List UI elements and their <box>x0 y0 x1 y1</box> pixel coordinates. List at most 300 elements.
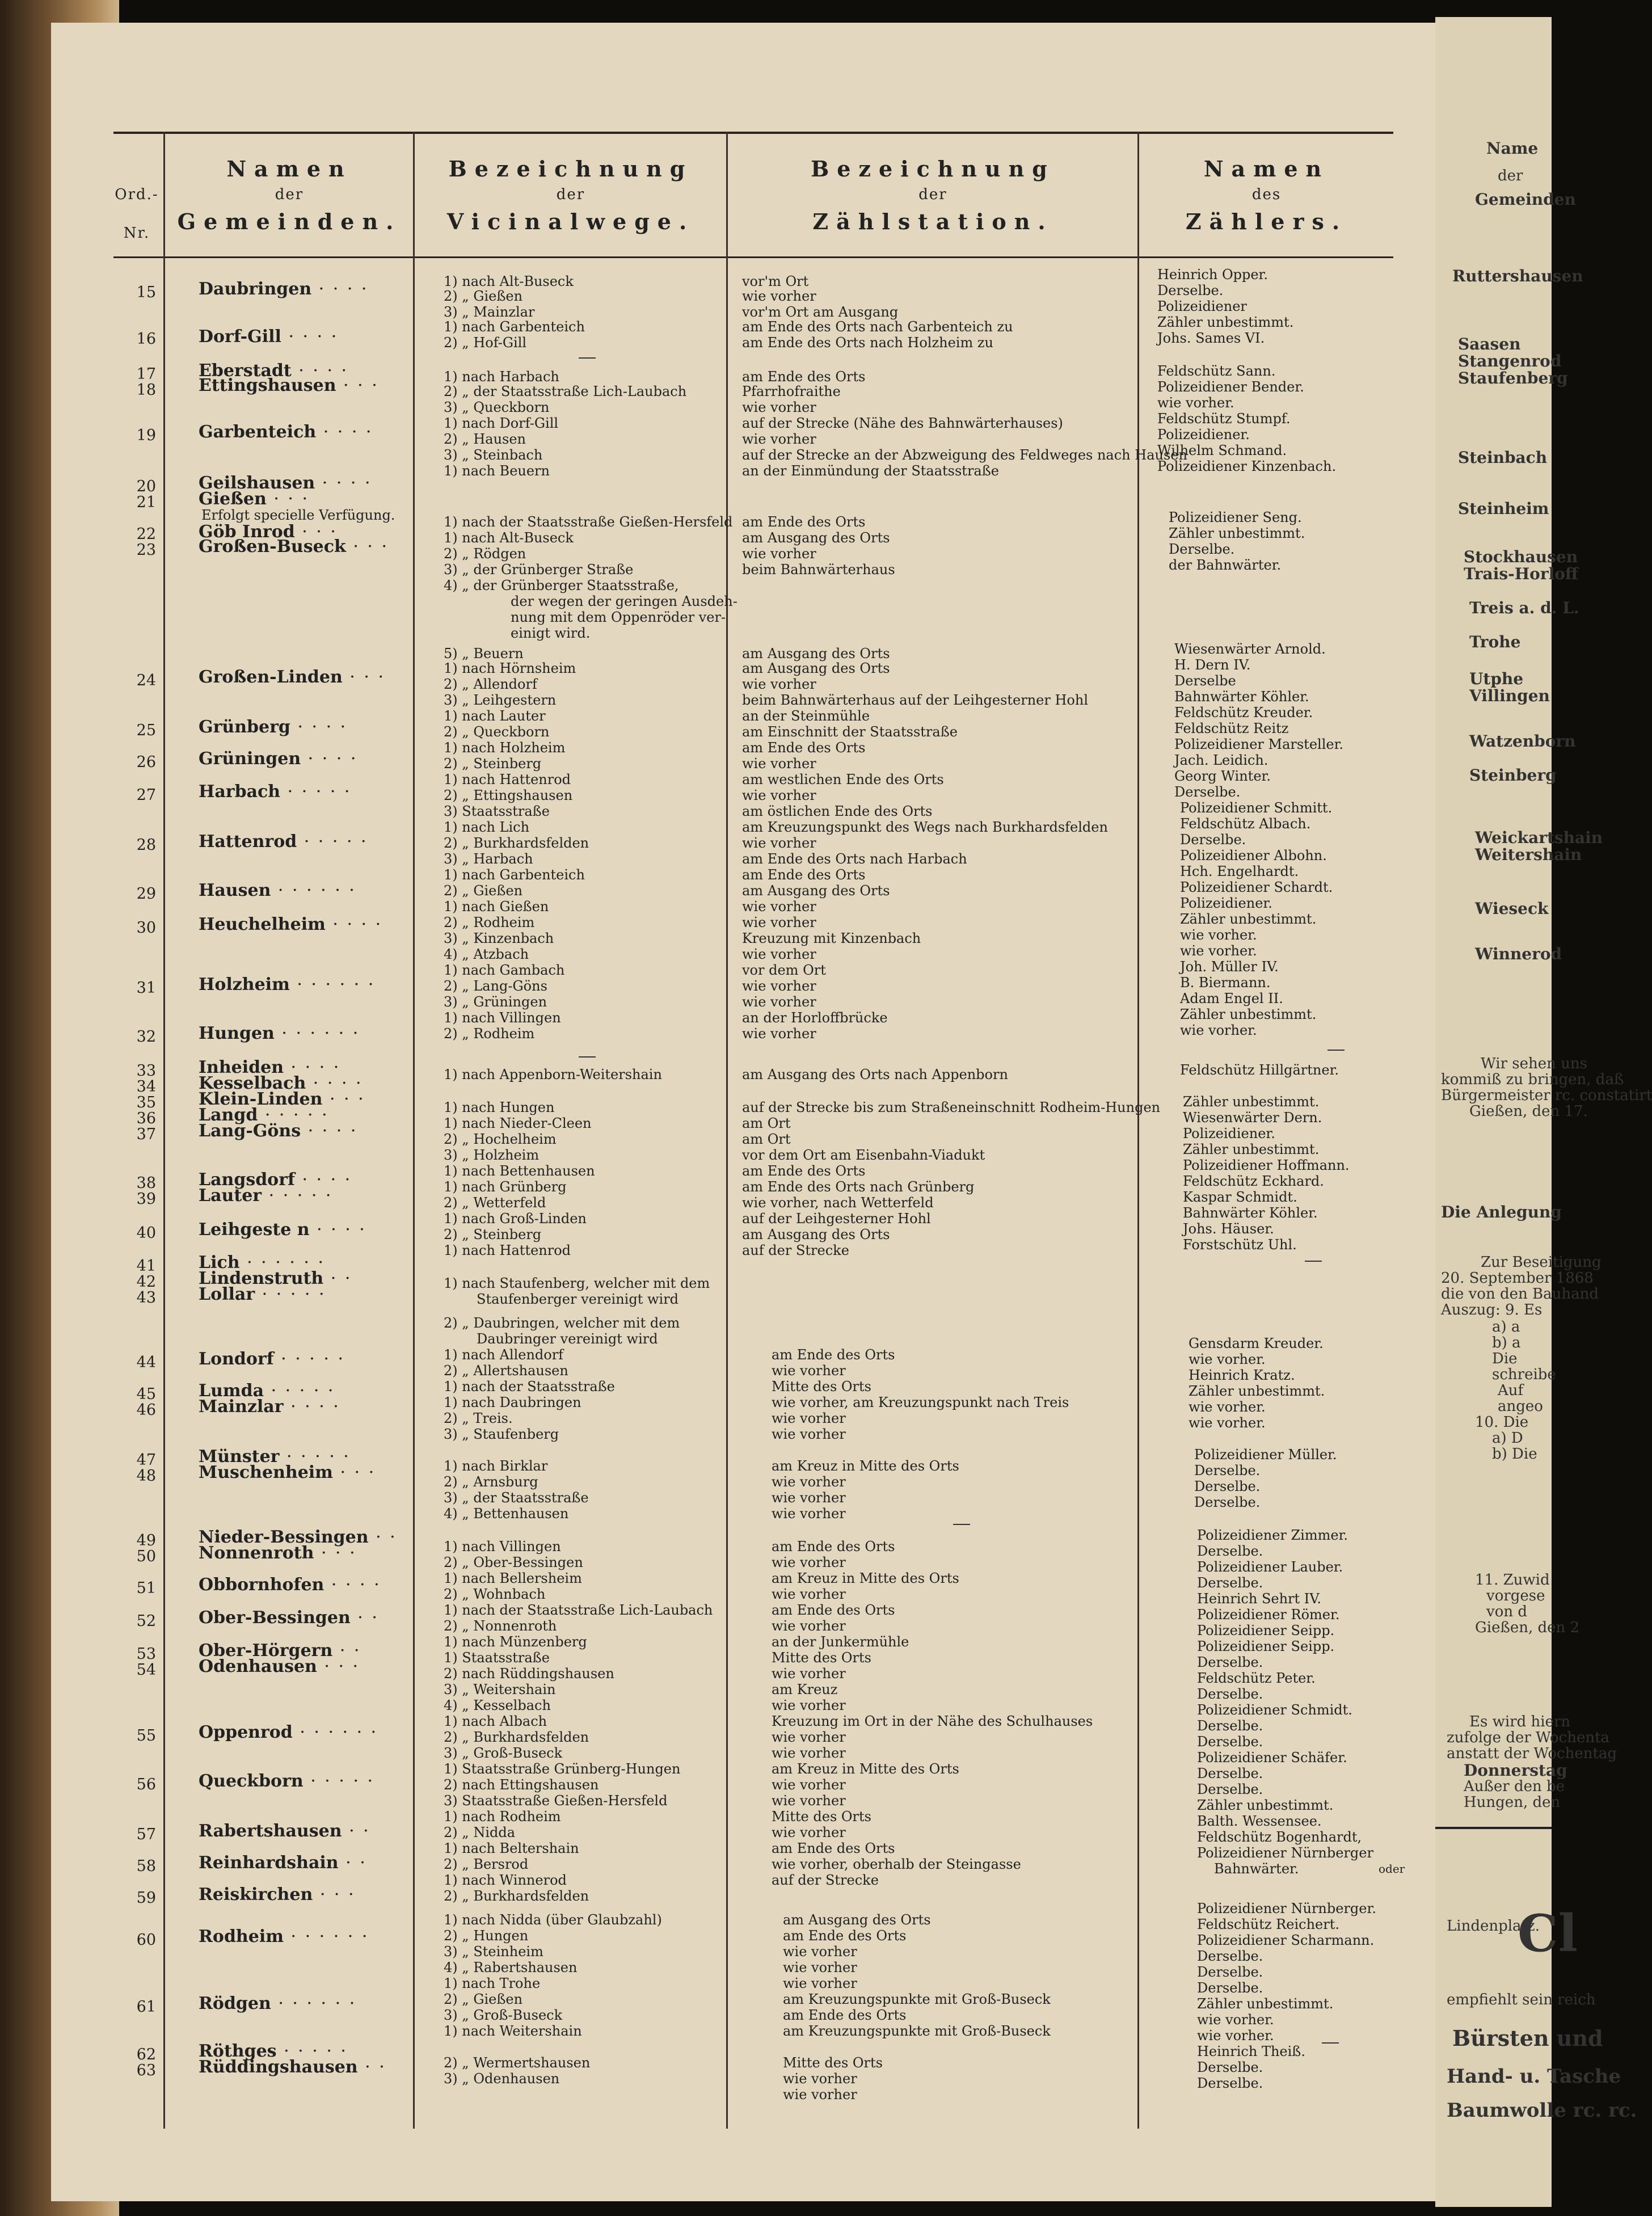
row-number: 25 <box>136 722 156 739</box>
right-rule <box>1435 1827 1552 1829</box>
zaehler-entry: Zähler unbestimmt. <box>1157 314 1294 330</box>
station-entry: wie vorher, am Kreuzungspunkt nach Treis <box>772 1395 1069 1410</box>
weg-entry: 3) „ Holzheim <box>444 1147 540 1163</box>
right-text: Hungen, den <box>1464 1794 1561 1811</box>
weg-entry: 1) nach Beltershain <box>444 1840 579 1856</box>
right-gemeinde: Treis a. d. L. <box>1469 599 1579 617</box>
zaehler-entry: Derselbe. <box>1169 541 1235 557</box>
row-number: 57 <box>136 1826 156 1843</box>
weg-entry: 1) nach Grünberg <box>444 1179 567 1195</box>
station-entry: am Ende des Orts nach Harbach <box>742 851 967 867</box>
right-text: anstatt der Wochentag <box>1447 1745 1617 1762</box>
zaehler-entry: Balth. Wessensee. <box>1197 1813 1322 1829</box>
right-text: Außer den be <box>1464 1778 1565 1795</box>
weg-entry: 2) „ Gießen <box>444 288 523 304</box>
weg-entry: 2) „ Ober-Bessingen <box>444 1554 583 1570</box>
zaehler-entry: Zähler unbestimmt. <box>1197 1797 1334 1813</box>
row-number: 16 <box>136 330 156 348</box>
zaehler-entry: Feldschütz Reichert. <box>1197 1916 1339 1932</box>
zaehler-entry: Bahnwärter. <box>1214 1861 1299 1877</box>
row-number: 33 <box>136 1062 156 1080</box>
weg-entry: 2) „ Allertshausen <box>444 1363 568 1379</box>
right-gemeinde: Ruttershausen <box>1452 267 1583 285</box>
header-col4-line2: des <box>1251 186 1282 204</box>
right-text: Bürgermeister rc. constatirt <box>1441 1087 1652 1104</box>
station-entry: wie vorher <box>742 546 816 562</box>
zaehler-entry: Polizeidiener Marsteller. <box>1174 736 1344 752</box>
header-col4-line3: Zählers. <box>1185 208 1348 234</box>
zaehler-entry: Polizeidiener Zimmer. <box>1197 1527 1348 1543</box>
row-number: 51 <box>136 1579 156 1597</box>
header-col3-line2: der <box>918 186 947 204</box>
right-text: b) Die <box>1492 1446 1537 1463</box>
zaehler-entry: Gensdarm Kreuder. <box>1189 1336 1324 1351</box>
station-entry: wie vorher <box>772 1777 846 1793</box>
station-entry: am Ende des Orts <box>772 1539 895 1554</box>
row-number: 17 <box>136 365 156 383</box>
row-number: 58 <box>136 1857 156 1875</box>
right-gemeinde: Trais-Horloff <box>1464 564 1578 583</box>
gemeinde-name: Oppenrod <box>199 1722 293 1742</box>
zaehler-entry: Georg Winter. <box>1174 768 1271 784</box>
gemeinde-name: Dorf-Gill <box>199 327 281 347</box>
row-number: 46 <box>136 1401 156 1419</box>
row-number: 41 <box>136 1257 156 1275</box>
right-text: a) D <box>1492 1430 1523 1447</box>
right-gemeinde: Steinberg <box>1469 766 1557 785</box>
weg-entry: 2) „ Burkhardsfelden <box>444 1729 589 1745</box>
station-entry: am Kreuzungspunkt des Wegs nach Burkhardsfelden <box>742 819 1108 835</box>
header-col1-line2: der <box>275 186 304 204</box>
gemeinde-name: Mainzlar <box>199 1397 284 1417</box>
gemeinde-name: Langsdorf <box>199 1170 295 1190</box>
weg-entry: 3) „ Steinheim <box>444 1944 543 1960</box>
zaehler-entry: wie vorher. <box>1180 943 1257 959</box>
station-entry: wie vorher <box>772 1363 846 1379</box>
zaehler-entry: Polizeidiener Nürnberger. <box>1197 1901 1376 1916</box>
row-number: 49 <box>136 1532 156 1549</box>
weg-entry: 3) „ der Staatsstraße <box>444 1490 589 1506</box>
right-gemeinde: Winnerod <box>1475 945 1562 963</box>
zaehler-entry: Wiesenwärter Arnold. <box>1174 641 1326 657</box>
row-number: 53 <box>136 1645 156 1663</box>
station-entry: am Kreuzungspunkte mit Groß-Buseck <box>783 2023 1051 2039</box>
right-text: zufolge der Wochenta <box>1447 1729 1610 1746</box>
row-number: 45 <box>136 1385 156 1403</box>
gemeinde-name: Rabertshausen <box>199 1821 342 1841</box>
row-number: 15 <box>136 284 156 301</box>
separator-dash <box>579 1056 596 1058</box>
row-number: 43 <box>136 1289 156 1307</box>
gemeinde-name: Holzheim <box>199 975 290 995</box>
station-entry: wie vorher <box>783 2087 857 2103</box>
row-number: 27 <box>136 786 156 804</box>
station-entry: am Ausgang des Orts <box>742 530 890 546</box>
weg-entry: Staufenberger vereinigt wird <box>477 1291 679 1307</box>
zaehler-entry: Polizeidiener Albohn. <box>1180 848 1327 863</box>
station-entry: am Kreuz in Mitte des Orts <box>772 1761 959 1777</box>
weg-entry: 1) nach Nieder-Cleen <box>444 1115 592 1131</box>
station-entry: am Kreuz in Mitte des Orts <box>772 1570 959 1586</box>
row-number: 59 <box>136 1889 156 1907</box>
weg-entry: 1) nach Winnerod <box>444 1872 567 1888</box>
zaehler-entry: Feldschütz Albach. <box>1180 816 1311 832</box>
zaehler-entry: Bahnwärter Köhler. <box>1174 689 1309 705</box>
station-entry: beim Bahnwärterhaus <box>742 562 895 578</box>
header-col3-line1: Bezeichnung <box>811 156 1055 182</box>
zaehler-entry: wie vorher. <box>1180 1022 1257 1038</box>
station-entry: wie vorher <box>772 1410 846 1426</box>
station-entry: vor'm Ort am Ausgang <box>742 304 899 320</box>
right-text: 11. Zuwid <box>1475 1572 1550 1589</box>
weg-entry: 3) „ Groß-Buseck <box>444 2007 563 2023</box>
gemeinde-name: Inheiden <box>199 1058 284 1077</box>
weg-entry: 1) nach Nidda (über Glaubzahl) <box>444 1912 662 1928</box>
weg-entry: 1) nach Lich <box>444 819 530 835</box>
right-header-der: der <box>1498 167 1523 184</box>
gemeinde-name: Reinhardshain <box>199 1853 339 1873</box>
zaehler-entry: Polizeidiener Scharmann. <box>1197 1932 1375 1948</box>
zaehler-entry: Wilhelm Schmand. <box>1157 443 1287 458</box>
gemeinde-name: Lumda <box>199 1381 264 1401</box>
row-number: 62 <box>136 2046 156 2063</box>
station-entry: wie vorher <box>772 1426 846 1442</box>
station-entry: Mitte des Orts <box>772 1650 871 1666</box>
right-ad-text: empfiehlt sein reich <box>1447 1991 1596 2008</box>
row-number: 54 <box>136 1661 156 1679</box>
gemeinde-name: Obbornhofen <box>199 1575 324 1595</box>
zaehler-entry: Bahnwärter Köhler. <box>1183 1205 1318 1221</box>
right-ad-text: Bürsten und <box>1452 2025 1603 2051</box>
zaehler-entry: Derselbe. <box>1197 1686 1263 1702</box>
zaehler-entry: Feldschütz Hillgärtner. <box>1180 1062 1339 1078</box>
right-gemeinde: Watzenborn <box>1469 732 1576 751</box>
gemeinde-name: Reiskirchen <box>199 1885 313 1905</box>
gemeinde-name: Lang-Göns <box>199 1121 301 1141</box>
zaehler-entry: Forstschütz Uhl. <box>1183 1237 1297 1253</box>
station-entry: an der Steinmühle <box>742 708 870 724</box>
gemeinde-name: Daubringen <box>199 279 312 299</box>
zaehler-entry: Polizeidiener. <box>1157 427 1250 443</box>
weg-entry: Daubringer vereinigt wird <box>477 1331 658 1347</box>
row-number: 42 <box>136 1273 156 1291</box>
header-zaehler <box>1140 153 1393 237</box>
zaehler-entry: Derselbe. <box>1197 2059 1263 2075</box>
zaehler-entry: Adam Engel II. <box>1180 991 1283 1006</box>
weg-entry: 1) nach Dorf-Gill <box>444 415 559 431</box>
weg-entry: 4) „ Atzbach <box>444 946 529 962</box>
row-number: 48 <box>136 1467 156 1485</box>
right-gemeinde: Weitershain <box>1475 845 1582 864</box>
zaehler-entry: Polizeidiener Lauber. <box>1197 1559 1343 1575</box>
gemeinde-name: Garbenteich <box>199 422 317 442</box>
weg-entry: 1) nach Appenborn-Weitershain <box>444 1067 662 1082</box>
separator-dash <box>953 1524 970 1525</box>
weg-entry: 2) „ Nidda <box>444 1825 516 1840</box>
zaehler-entry: Polizeidiener. <box>1183 1126 1275 1141</box>
zaehler-entry: Feldschütz Bogenhardt, <box>1197 1829 1362 1845</box>
zaehler-entry: Derselbe. <box>1197 1964 1263 1980</box>
weg-entry: 1) nach Hungen <box>444 1099 555 1115</box>
weg-entry: 2) „ Bersrod <box>444 1856 529 1872</box>
station-entry: an der Einmündung der Staatsstraße <box>742 463 999 479</box>
header-zaehlstation <box>728 153 1137 237</box>
zaehler-entry: Polizeidiener Nürnberger <box>1197 1845 1373 1861</box>
header-col1-line3: Gemeinden. <box>177 208 402 234</box>
weg-entry: 1) nach der Staatsstraße Gießen-Hersfeld <box>444 514 733 530</box>
weg-entry: 2) „ Rodheim <box>444 1026 535 1042</box>
right-text: Gießen, den 17. <box>1469 1103 1588 1120</box>
station-entry: am Ausgang des Orts <box>742 660 890 676</box>
separator-dash <box>1322 2042 1339 2044</box>
row-number: 60 <box>136 1931 156 1949</box>
station-entry: wie vorher <box>772 1490 846 1506</box>
weg-entry: 3) Staatsstraße <box>444 803 550 819</box>
zaehler-entry: der Bahnwärter. <box>1169 557 1282 573</box>
gemeinde-name: Nieder-Bessingen <box>199 1527 369 1547</box>
zaehler-entry: Feldschütz Eckhard. <box>1183 1173 1324 1189</box>
zaehler-entry: Polizeidiener <box>1157 298 1247 314</box>
station-entry: auf der Strecke bis zum Straßeneinschnitt Rodheim-Hungen <box>742 1099 1161 1115</box>
weg-entry: 1) nach Lauter <box>444 708 546 724</box>
weg-entry: 1) nach Garbenteich <box>444 867 585 883</box>
weg-entry: 2) „ Wohnbach <box>444 1586 546 1602</box>
right-text: Zur Beseitigung <box>1481 1254 1602 1271</box>
header-col2-line2: der <box>556 186 585 204</box>
gemeinde-name: Klein-Linden <box>199 1089 323 1109</box>
station-entry: wie vorher <box>772 1825 846 1840</box>
zaehler-entry: Derselbe. <box>1197 1654 1263 1670</box>
weg-entry: 1) nach Trohe <box>444 1975 541 1991</box>
row-number: 29 <box>136 885 156 903</box>
station-entry: Mitte des Orts <box>783 2055 883 2071</box>
row-number: 47 <box>136 1451 156 1469</box>
station-entry: wie vorher <box>772 1666 846 1682</box>
right-text: die von den Bauhand <box>1441 1286 1599 1303</box>
right-gemeinde: Utphe <box>1469 669 1524 688</box>
station-entry: wie vorher <box>783 2071 857 2087</box>
weg-entry: 1) nach der Staatsstraße <box>444 1379 615 1395</box>
weg-entry: 1) nach Alt-Buseck <box>444 530 574 546</box>
column-divider-1 <box>163 132 165 2129</box>
weg-entry: 1) nach Bellersheim <box>444 1570 582 1586</box>
zaehler-entry: Derselbe. <box>1197 1781 1263 1797</box>
zaehler-entry: Joh. Müller IV. <box>1180 959 1279 975</box>
row-number: 24 <box>136 672 156 689</box>
row-number: 39 <box>136 1190 156 1208</box>
zaehler-entry: Johs. Häuser. <box>1183 1221 1274 1237</box>
zaehler-entry: Zähler unbestimmt. <box>1197 1996 1334 2012</box>
zaehler-entry: Polizeidiener. <box>1180 895 1272 911</box>
weg-entry: 2) „ Arnsburg <box>444 1474 538 1490</box>
gemeinde-name: Harbach <box>199 782 281 802</box>
station-entry: am Ende des Orts <box>772 1840 895 1856</box>
gemeinde-name: Lindenstruth <box>199 1269 324 1288</box>
weg-entry: 1) nach Rodheim <box>444 1809 561 1825</box>
weg-entry: 1) nach Birklar <box>444 1458 548 1474</box>
station-entry: wie vorher, nach Wetterfeld <box>742 1195 934 1211</box>
station-entry: wie vorher <box>742 835 816 851</box>
station-entry: am Einschnitt der Staatsstraße <box>742 724 958 740</box>
station-entry: wie vorher <box>742 1026 816 1042</box>
row-number: 37 <box>136 1126 156 1143</box>
weg-entry: 2) „ Rödgen <box>444 546 526 562</box>
station-entry: wie vorher <box>772 1729 846 1745</box>
weg-entry: 2) „ Burkhardsfelden <box>444 1888 589 1904</box>
station-entry: wie vorher <box>772 1474 846 1490</box>
weg-entry: 2) „ Lang-Göns <box>444 978 547 994</box>
gemeinde-name: Lauter <box>199 1186 262 1206</box>
weg-entry: 2) „ Wetterfeld <box>444 1195 546 1211</box>
separator-dash <box>579 357 596 359</box>
header-gemeinden <box>166 153 413 237</box>
station-entry: wie vorher <box>783 1960 857 1975</box>
zaehler-entry: Hch. Engelhardt. <box>1180 863 1299 879</box>
station-entry: am östlichen Ende des Orts <box>742 803 933 819</box>
zaehler-entry: Derselbe. <box>1194 1478 1261 1494</box>
weg-entry: 1) nach Münzenberg <box>444 1634 587 1650</box>
zaehler-entry: Wiesenwärter Dern. <box>1183 1110 1322 1126</box>
zaehler-entry: Polizeidiener Hoffmann. <box>1183 1157 1350 1173</box>
zaehler-entry: B. Biermann. <box>1180 975 1271 991</box>
right-text: Auszug: 9. Es <box>1441 1301 1543 1318</box>
zaehler-entry: Derselbe. <box>1197 2075 1263 2091</box>
zaehler-entry: H. Dern IV. <box>1174 657 1251 673</box>
row-number: 50 <box>136 1548 156 1565</box>
station-entry: am Ausgang des Orts nach Appenborn <box>742 1067 1008 1082</box>
zaehler-entry: Polizeidiener Müller. <box>1194 1447 1337 1463</box>
right-text: Donnerstag <box>1464 1761 1567 1780</box>
weg-entry: 2) nach Ettingshausen <box>444 1777 599 1793</box>
zaehler-entry: Heinrich Sehrt IV. <box>1197 1591 1322 1607</box>
right-gemeinde: Wieseck <box>1475 899 1549 918</box>
zaehler-entry: Heinrich Theiß. <box>1197 2044 1305 2059</box>
weg-entry: 5) „ Beuern <box>444 646 524 662</box>
header-col4-line1: Namen <box>1203 156 1330 182</box>
gemeinde-name: Lich <box>199 1253 240 1273</box>
nr-label: Nr. <box>123 224 150 242</box>
station-entry: wie vorher <box>783 1944 857 1960</box>
station-entry: am Ende des Orts <box>772 1602 895 1618</box>
weg-entry: 3) „ Staufenberg <box>444 1426 559 1442</box>
weg-entry: 3) „ Harbach <box>444 851 533 867</box>
zaehler-entry: Zähler unbestimmt. <box>1180 911 1317 927</box>
zaehler-entry: Polizeidiener Römer. <box>1197 1607 1340 1623</box>
station-entry: am Ende des Orts <box>742 369 866 385</box>
station-entry: an der Junkermühle <box>772 1634 909 1650</box>
station-entry: Pfarrhofraithe <box>742 384 841 399</box>
weg-entry: 3) Staatsstraße Gießen-Hersfeld <box>444 1793 668 1809</box>
zaehler-entry: Zähler unbestimmt. <box>1189 1383 1325 1399</box>
zaehler-entry: Feldschütz Kreuder. <box>1174 705 1313 721</box>
gemeinde-name: Röthges <box>199 2041 277 2061</box>
weg-entry: 1) nach Harbach <box>444 369 559 385</box>
row-number: 38 <box>136 1174 156 1192</box>
weg-entry: 2) „ Queckborn <box>444 724 550 740</box>
right-header-gemeinden: Gemeinden <box>1475 190 1576 209</box>
row-number: 21 <box>136 494 156 511</box>
right-text: kommiß zu bringen, daß <box>1441 1071 1624 1088</box>
gemeinde-name: Kesselbach <box>199 1073 306 1093</box>
row-number: 34 <box>136 1078 156 1096</box>
zaehler-entry: Derselbe. <box>1197 1948 1263 1964</box>
right-gemeinde: Trohe <box>1469 633 1521 651</box>
zaehler-entry: Derselbe. <box>1197 1734 1263 1750</box>
gemeinde-name: Ober-Hörgern <box>199 1641 333 1661</box>
station-entry: am westlichen Ende des Orts <box>742 772 944 787</box>
weg-entry: 1) nach der Staatsstraße Lich-Laubach <box>444 1602 713 1618</box>
gemeinde-name: Geilshausen <box>199 473 315 493</box>
right-text: 10. Die <box>1475 1414 1529 1431</box>
weg-entry: 1) Staatsstraße Grünberg-Hungen <box>444 1761 681 1777</box>
ord-label: Ord.- <box>115 186 159 203</box>
gemeinde-name: Eberstadt <box>199 361 292 381</box>
right-text: Auf <box>1498 1382 1524 1399</box>
right-gemeinde: Stangenrod <box>1458 352 1562 370</box>
station-entry: am Kreuz in Mitte des Orts <box>772 1458 959 1474</box>
station-entry: vor'm Ort <box>742 273 809 289</box>
station-entry: wie vorher <box>742 676 816 692</box>
zaehler-entry: wie vorher. <box>1189 1351 1266 1367</box>
weg-entry: 2) „ Rodheim <box>444 915 535 930</box>
station-entry: Kreuzung mit Kinzenbach <box>742 930 921 946</box>
station-entry: am Ort <box>742 1115 791 1131</box>
zaehler-entry: Derselbe <box>1174 673 1236 689</box>
weg-entry: 3) „ Mainzlar <box>444 304 535 320</box>
gemeinde-name: Lollar <box>199 1284 255 1304</box>
gemeinde-name: Heuchelheim <box>199 915 326 934</box>
station-entry: wie vorher <box>742 915 816 930</box>
zaehler-entry: Johs. Sames VI. <box>1157 330 1265 346</box>
right-text: schreibe <box>1492 1366 1556 1383</box>
station-entry: wie vorher <box>742 288 816 304</box>
weg-entry: 1) nach Weitershain <box>444 2023 582 2039</box>
zaehler-entry: Derselbe. <box>1194 1463 1261 1478</box>
weg-entry: 3) „ Kinzenbach <box>444 930 554 946</box>
row-number: 55 <box>136 1727 156 1745</box>
zaehler-entry: Jach. Leidich. <box>1174 752 1268 768</box>
zaehler-entry: Polizeidiener Seipp. <box>1197 1638 1335 1654</box>
zaehler-entry: Feldschütz Peter. <box>1197 1670 1316 1686</box>
station-entry: wie vorher <box>742 978 816 994</box>
zaehler-entry: wie vorher. <box>1189 1415 1266 1431</box>
right-text: Die <box>1492 1350 1518 1367</box>
row-number: 44 <box>136 1354 156 1371</box>
weg-entry: 4) „ Rabertshausen <box>444 1960 578 1975</box>
weg-entry: 4) „ der Grünberger Staatsstraße, <box>444 578 679 593</box>
gemeinde-name: Hattenrod <box>199 832 297 852</box>
header-bottom-rule <box>113 256 1393 258</box>
gemeinde-name: Leihgeste n <box>199 1220 310 1240</box>
weg-entry: 2) „ Gießen <box>444 1991 523 2007</box>
gemeinde-name: Rüddingshausen <box>199 2057 358 2077</box>
weg-entry: 1) nach Gambach <box>444 962 565 978</box>
zaehler-entry: Polizeidiener Bender. <box>1157 379 1304 395</box>
zaehler-entry: Polizeidiener Schardt. <box>1180 879 1333 895</box>
zaehler-entry: Kaspar Schmidt. <box>1183 1189 1297 1205</box>
weg-entry: 3) „ Grüningen <box>444 994 547 1010</box>
weg-entry: 3) „ der Grünberger Straße <box>444 562 634 578</box>
station-entry: auf der Strecke <box>742 1242 849 1258</box>
station-entry: am Ende des Orts <box>742 740 866 756</box>
station-entry: am Kreuzungspunkte mit Groß-Buseck <box>783 1991 1051 2007</box>
weg-entry: 1) nach Garbenteich <box>444 319 585 335</box>
row-number: 28 <box>136 836 156 854</box>
right-gemeinde: Saasen <box>1458 335 1521 353</box>
weg-entry: 1) Staatsstraße <box>444 1650 550 1666</box>
row-number: 26 <box>136 753 156 771</box>
zaehler-entry: Feldschütz Sann. <box>1157 363 1276 379</box>
